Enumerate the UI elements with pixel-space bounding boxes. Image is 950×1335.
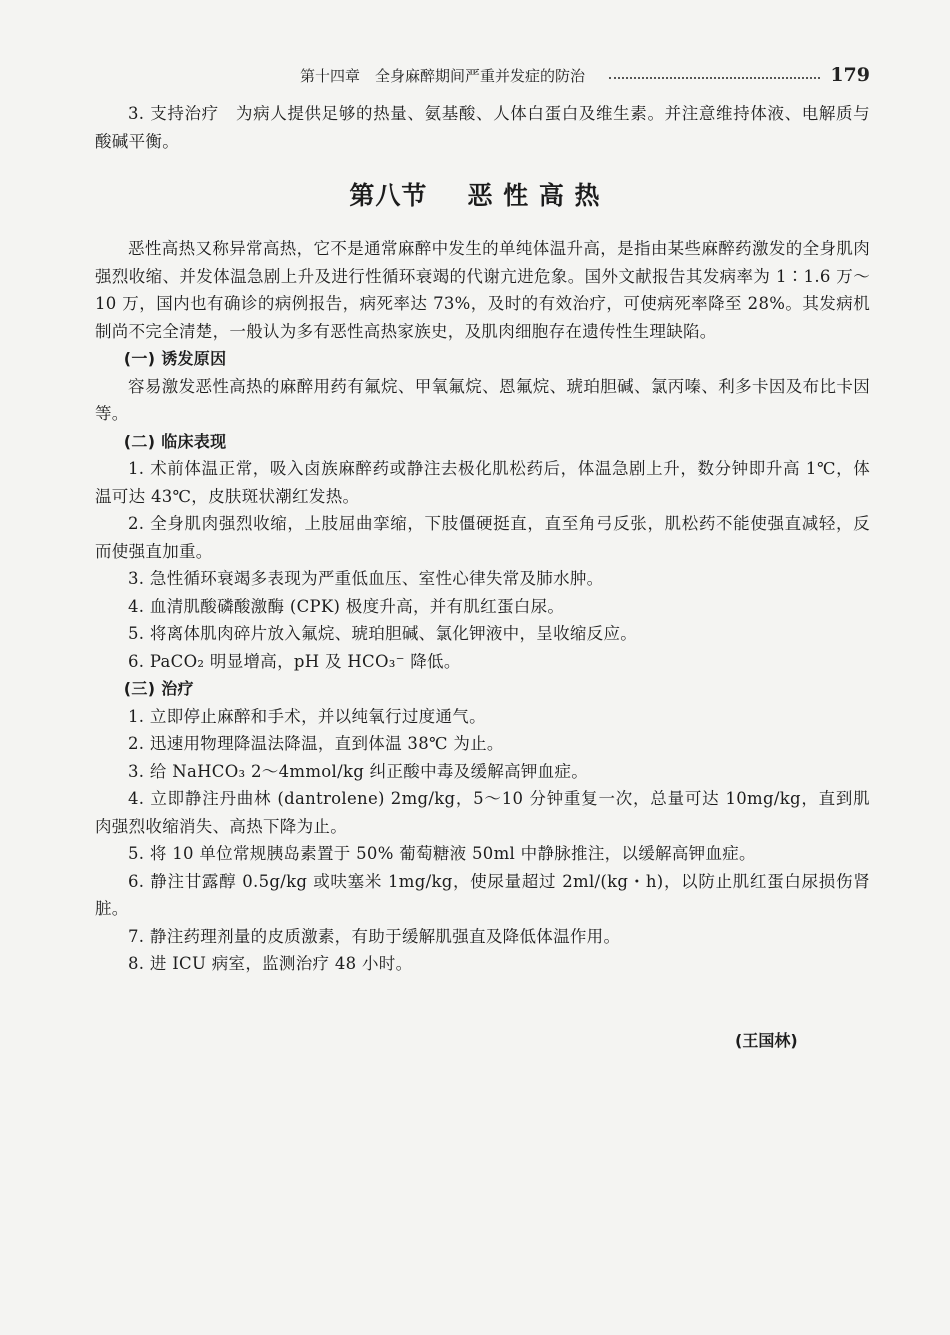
clinical-item: 5. 将离体肌肉碎片放入氟烷、琥珀胆碱、氯化钾液中，呈收缩反应。 bbox=[128, 624, 638, 643]
treatment-item: 4. 立即静注丹曲林 (dantrolene) 2mg/kg，5～10 分钟重复一次，总量可达 10mg/kg，直到肌肉强烈收缩消失、高热下降为止。 bbox=[95, 789, 870, 836]
page-number: 179 bbox=[830, 64, 870, 86]
clinical-item: 1. 术前体温正常，吸入卤族麻醉药或静注去极化肌松药后，体温急剧上升，数分钟即升高 1℃，体温可达 43℃，皮肤斑状潮红发热。 bbox=[95, 459, 870, 506]
treatment-item: 3. 给 NaHCO₃ 2～4mmol/kg 纠正酸中毒及缓解高钾血症。 bbox=[128, 761, 589, 781]
clinical-item: 4. 血清肌酸磷酸激酶 (CPK) 极度升高，并有肌红蛋白尿。 bbox=[128, 596, 565, 616]
author-signature: (王国林) bbox=[735, 1031, 798, 1050]
prior-item-3: 3. 支持治疗 为病人提供足够的热量、氨基酸、人体白蛋白及维生素。并注意维持体液、电解质与酸碱平衡。 bbox=[95, 104, 870, 151]
causes-heading: (一) 诱发原因 bbox=[123, 349, 227, 368]
section-body bbox=[95, 235, 870, 978]
section-title: 恶 性 高 热 bbox=[467, 181, 601, 210]
clinical-item: 2. 全身肌肉强烈收缩，上肢屈曲挛缩，下肢僵硬挺直，直至角弓反张，肌松药不能使强直减轻，反而使强直加重。 bbox=[95, 514, 870, 561]
treatment-item: 7. 静注药理剂量的皮质激素，有助于缓解肌强直及降低体温作用。 bbox=[128, 926, 621, 946]
leader-dots bbox=[609, 77, 820, 79]
treatment-item: 1. 立即停止麻醉和手术，并以纯氧行过度通气。 bbox=[128, 706, 486, 726]
treatment-item: 6. 静注甘露醇 0.5g/kg 或呋塞米 1mg/kg，使尿量超过 2ml/(kg・h)，以防止肌红蛋白尿损伤肾脏。 bbox=[95, 871, 870, 918]
running-header bbox=[300, 62, 870, 88]
treatment-heading: (三) 治疗 bbox=[123, 679, 194, 698]
section-number: 第八节 bbox=[349, 181, 428, 210]
section-heading bbox=[0, 176, 950, 212]
causes-paragraph: 容易激发恶性高热的麻醉用药有氟烷、甲氧氟烷、恩氟烷、琥珀胆碱、氯丙嗪、利多卡因及布比卡因等。 bbox=[95, 376, 870, 423]
treatment-item: 8. 进 ICU 病室，监测治疗 48 小时。 bbox=[128, 954, 413, 973]
prior-section-block bbox=[95, 100, 870, 155]
intro-paragraph: 恶性高热又称异常高热，它不是通常麻醉中发生的单纯体温升高，是指由某些麻醉药激发的全身肌肉强烈收缩、并发体温急剧上升及进行性循环衰竭的代谢亢进危象。国外文献报告其发病率为 1∶1.6 万～10 万，国内也有确诊的病例报告，病死率达 73%，及时的有效治疗，可使病死率降至 28%。其发病机制尚不完全清楚，一般认为多有恶性高热家族史，及肌肉细胞存在遗传性生理缺陷。 bbox=[95, 239, 870, 341]
chapter-title: 第十四章 全身麻醉期间严重并发症的防治 bbox=[300, 66, 586, 85]
clinical-heading: (二) 临床表现 bbox=[123, 431, 227, 451]
treatment-item: 5. 将 10 单位常规胰岛素置于 50% 葡萄糖液 50ml 中静脉推注，以缓解高钾血症。 bbox=[128, 844, 756, 863]
treatment-item: 2. 迅速用物理降温法降温，直到体温 38℃ 为止。 bbox=[128, 734, 504, 753]
clinical-item: 6. PaCO₂ 明显增高，pH 及 HCO₃⁻ 降低。 bbox=[128, 651, 461, 671]
clinical-item: 3. 急性循环衰竭多表现为严重低血压、室性心律失常及肺水肿。 bbox=[128, 569, 604, 588]
